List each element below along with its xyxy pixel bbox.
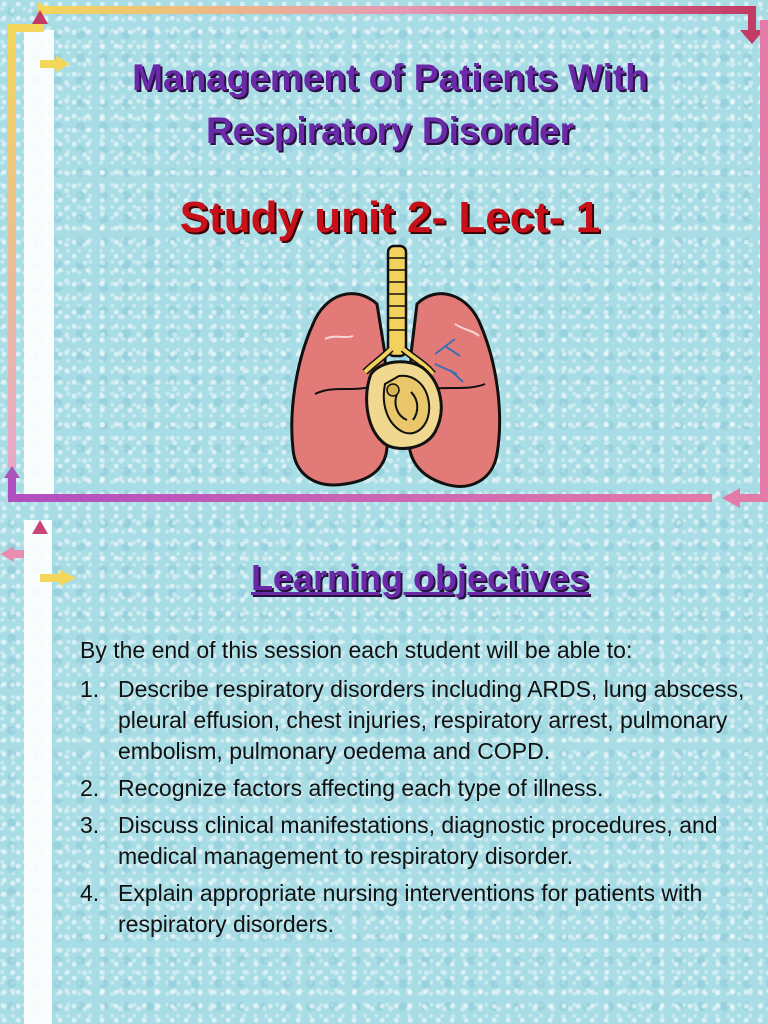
slide-title-line-1: Management of Patients With bbox=[132, 57, 648, 98]
list-item bbox=[80, 773, 750, 804]
list-item bbox=[80, 810, 750, 872]
item-text: Explain appropriate nursing interventions for patients with respiratory disorders. bbox=[118, 880, 703, 937]
slide-subtitle: Study unit 2- Lect- 1 bbox=[179, 193, 601, 242]
item-number: 1. bbox=[80, 676, 100, 702]
list-item bbox=[80, 674, 750, 767]
item-text: Describe respiratory disorders including ARDS, lung abscess, pleural effusion, chest injuries, respiratory arrest, pulmonary embolism, pulmonary oedema and COPD. bbox=[118, 676, 745, 764]
objectives-list bbox=[80, 674, 750, 946]
item-text: Recognize factors affecting each type of illness. bbox=[118, 775, 604, 801]
item-text: Discuss clinical manifestations, diagnostic procedures, and medical management to respiratory disorder. bbox=[118, 812, 718, 869]
item-number: 2. bbox=[80, 775, 100, 801]
lungs-heart-illustration bbox=[285, 244, 507, 496]
list-item bbox=[80, 878, 750, 940]
intro-text: By the end of this session each student will be able to: bbox=[80, 637, 633, 663]
item-number: 4. bbox=[80, 880, 100, 906]
item-number: 3. bbox=[80, 812, 100, 838]
slide-title-line-2: Respiratory Disorder bbox=[205, 110, 575, 151]
objectives-slide bbox=[0, 512, 768, 1024]
section-heading: Learning objectives bbox=[250, 557, 590, 598]
